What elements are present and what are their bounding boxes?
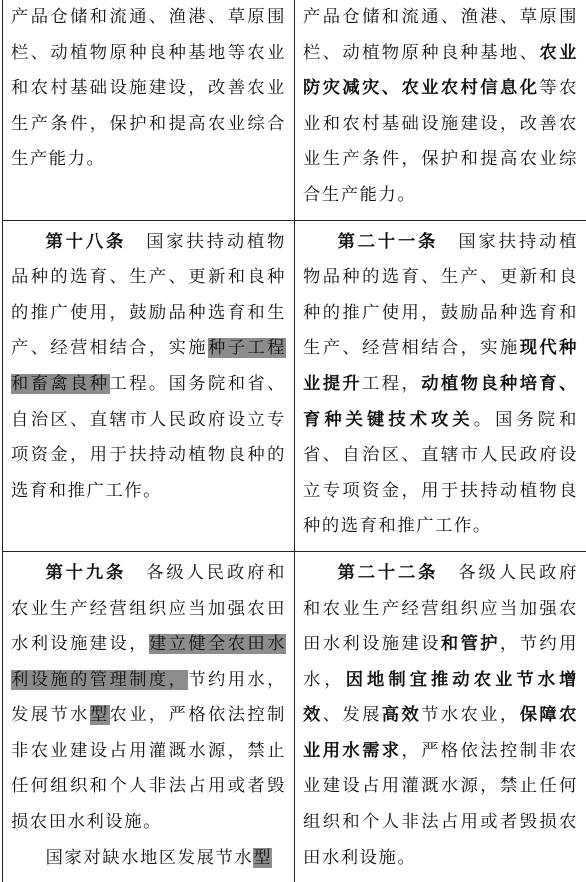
text-run: 等农业和农村基础设施建设，改善农业生产条件，保护和提高农业综合生产能力。	[303, 78, 578, 205]
paragraph	[303, 225, 578, 545]
bold-text-run: 动植物良种培育、育种关键技术攻关	[303, 374, 578, 430]
table-row	[3, 220, 586, 551]
original-text-cell	[3, 220, 295, 551]
original-text-cell	[3, 0, 295, 220]
paragraph	[303, 0, 578, 214]
article-number: 第十八条	[46, 232, 127, 252]
paragraph	[11, 556, 286, 841]
original-text-cell	[3, 551, 295, 882]
bold-text-run: 因地制宜推动农业节水增效	[303, 670, 578, 726]
table-row	[3, 0, 586, 220]
highlighted-text-run: 型	[253, 848, 272, 868]
text-run: 国家扶持动植物品种的选育、生产、更新和良种的推广使用，鼓励品种选育和生产、经营相结合，实施	[303, 232, 578, 359]
text-run: 工程。国务院和省、自治区、直辖市人民政府设立专项资金，用于扶持动植物良种的选育和推广工作。	[11, 374, 286, 501]
text-run: 节约用水，发展节水	[11, 670, 286, 726]
paragraph	[11, 0, 286, 178]
text-run: 节水农业，	[421, 705, 520, 725]
text-run: 产品仓储和流通、渔港、草原围栏、动植物原种良种基地等农业和农村基础设施建设，改善农业生产条件，保护和提高农业综合生产能力。	[11, 7, 286, 169]
article-number: 第二十一条	[338, 232, 439, 252]
text-run: ，节约用水，	[303, 634, 578, 690]
bold-text-run: 保障农业用水需求	[303, 705, 578, 761]
bold-text-run: 高效	[382, 705, 421, 725]
article-number: 第十九条	[46, 563, 127, 583]
paragraph	[11, 225, 286, 510]
comparison-table	[2, 0, 586, 882]
bold-text-run: 农业防灾减灾、农业农村信息化	[303, 43, 578, 99]
bold-text-run: 和管护	[441, 634, 500, 654]
paragraph	[11, 841, 286, 877]
text-run: 各级人民政府和农业生产经营组织应当加强农田水利设施建设	[303, 563, 578, 654]
text-run: 、发展	[323, 705, 382, 725]
text-run: 工程，	[362, 374, 421, 394]
text-run: 产品仓储和流通、渔港、草原围栏、动植物原种良种基地、	[303, 7, 578, 63]
highlighted-text-run: 型	[90, 705, 110, 725]
revised-text-cell	[295, 0, 586, 220]
text-run: 国家对缺水地区发展节水	[46, 848, 254, 868]
table-row	[3, 551, 586, 882]
revised-text-cell	[295, 220, 586, 551]
paragraph	[303, 556, 578, 876]
highlighted-text-run: 种子工程和畜禽良种	[11, 338, 286, 394]
highlighted-text-run: 建立健全农田水利设施的管理制度，	[11, 634, 286, 690]
article-number: 第二十二条	[338, 563, 439, 583]
text-run: 。国务院和省、自治区、直辖市人民政府设立专项资金，用于扶持动植物良种的选育和推广工作。	[303, 410, 578, 537]
bold-text-run: 现代种业提升	[303, 338, 578, 394]
text-run: 农业，严格依法控制非农业建设占用灌溉水源，禁止任何组织和个人非法占用或者毁损农田水利设施。	[11, 705, 286, 832]
text-run: ，严格依法控制非农业建设占用灌溉水源，禁止任何组织和个人非法占用或者毁损农田水利设施。	[303, 741, 578, 868]
revised-text-cell	[295, 551, 586, 882]
text-run: 各级人民政府和农业生产经营组织应当加强农田水利设施建设，	[11, 563, 286, 654]
text-run: 国家扶持动植物品种的选育、生产、更新和良种的推广使用，鼓励品种选育和生产、经营相结合，实施	[11, 232, 286, 359]
